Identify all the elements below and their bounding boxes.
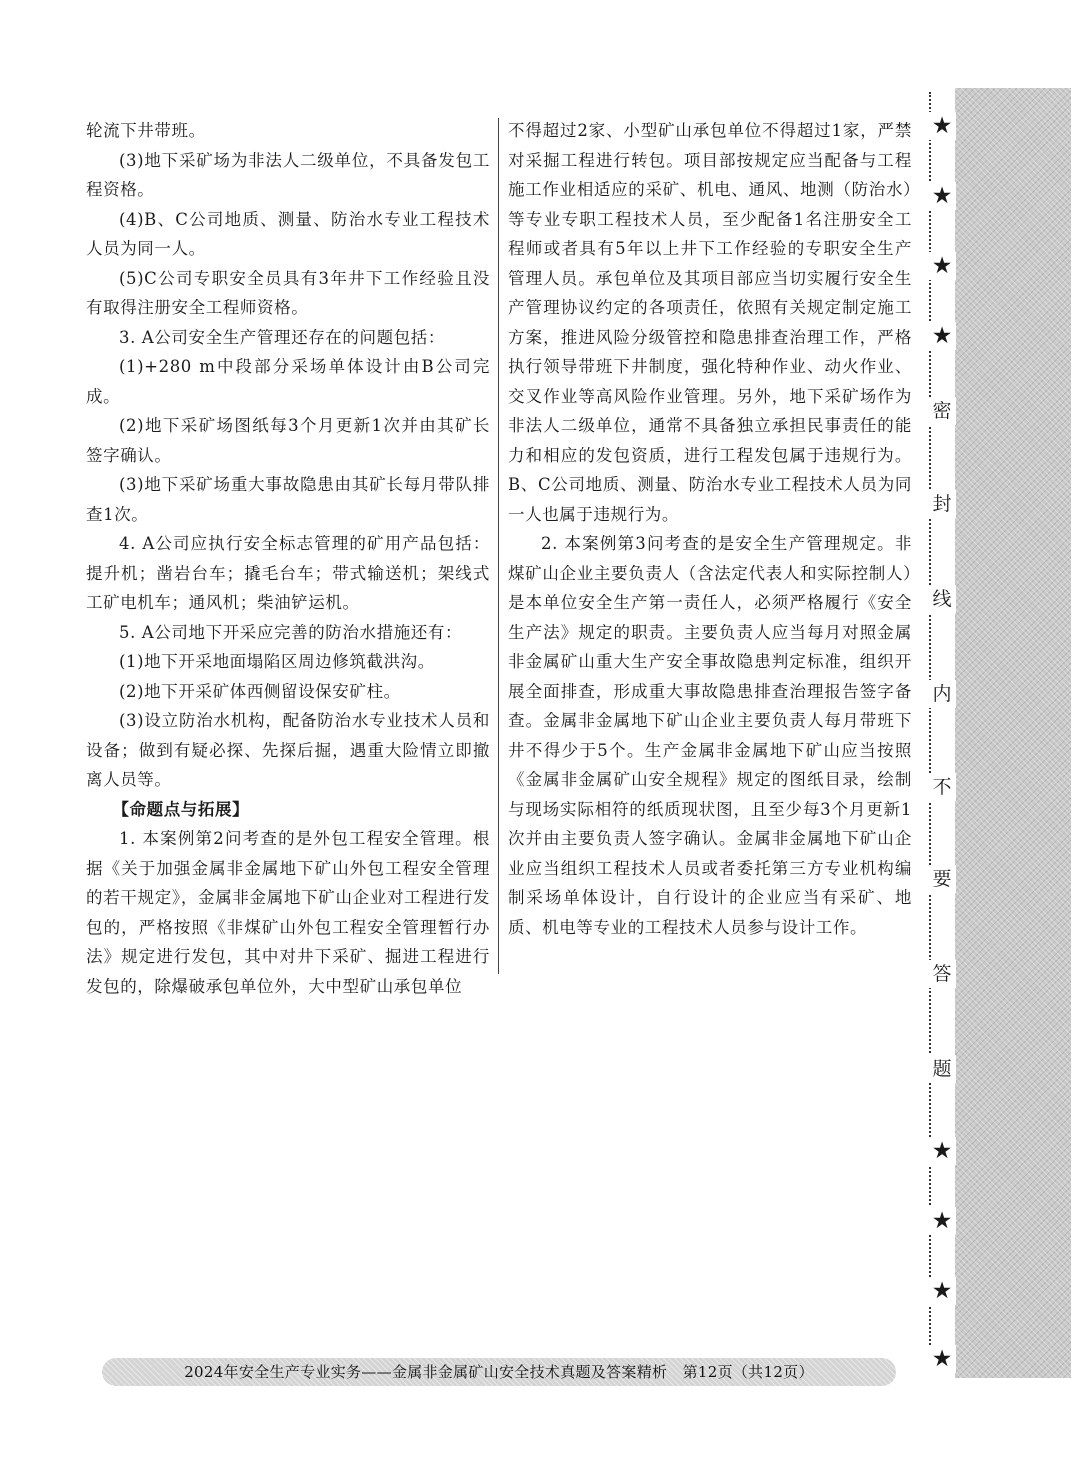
seal-char: 内 [928,680,956,708]
star-icon: ★ [928,182,956,210]
seal-char: 封 [928,490,956,518]
paragraph: 不得超过2家、小型矿山承包单位不得超过1家，严禁对采掘工程进行转包。项目部按规定应当配备与工程施工作业相适应的采矿、机电、通风、地测（防治水）等专业专职工程技术人员，至少配备1名注册安全工程师或者具有5年以上井下工作经验的专职安全生产管理人员。承包单位及其项目部应当切实履行安全生产管理协议约定的各项责任，依照有关规定制定施工方案，推进风险分级管控和隐患排查治理工作，严格执行领导带班下井制度，强化特种作业、动火作业、交叉作业等高风险作业管理。另外，地下采矿场作为非法人二级单位，通常不具备独立承担民事责任的能力和相应的发包资质，进行工程发包属于违规行为。B、C公司地质、测量、防治水专业工程技术人员为同一人也属于违规行为。 [508,121,912,524]
star-icon: ★ [928,1137,956,1165]
paragraph: 3. A公司安全生产管理还存在的问题包括： [119,327,446,347]
paragraph: 2. 本案例第3问考查的是安全生产管理规定。非煤矿山企业主要负责人（含法定代表人和实际控制人）是本单位安全生产第一责任人，必须严格履行《安全生产法》规定的职责。主要负责人应当每月对照金属非金属矿山重大生产安全事故隐患判定标准，组织开展全面排查，形成重大事故隐患排查治理报告签字备查。金属非金属地下矿山企业主要负责人每月带班下井不得少于5个。生产金属非金属地下矿山应当按照《金属非金属矿山安全规程》规定的图纸目录，绘制与现场实际相符的纸质现状图，且至少每3个月更新1次并由主要负责人签字确认。金属非金属地下矿山企业应当组织工程技术人员或者委托第三方专业机构编制采场单体设计，自行设计的企业应当有采矿、地质、机电等专业的工程技术人员参与设计工作。 [508,534,912,937]
paragraph: (3)地下采矿场为非法人二级单位，不具备发包工程资格。 [86,150,490,199]
star-icon: ★ [928,1345,956,1373]
paragraph: (5)C公司专职安全员具有3年井下工作经验且没有取得注册安全工程师资格。 [86,268,490,317]
section-heading: 【命题点与拓展】 [112,799,250,819]
page-footer: 2024年安全生产专业实务——金属非金属矿山安全技术真题及答案精析 第12页（共12页） [102,1358,896,1386]
right-column [508,116,912,942]
star-icon: ★ [928,1207,956,1235]
column-divider [498,118,499,974]
seal-char: 不 [928,773,956,801]
paragraph: 4. A公司应执行安全标志管理的矿用产品包括：提升机；凿岩台车；撬毛台车；带式输送机；架线式工矿电机车；通风机；柴油铲运机。 [86,534,490,612]
paragraph: (2)地下采矿场图纸每3个月更新1次并由其矿长签字确认。 [86,416,490,465]
paragraph: (3)设立防治水机构，配备防治水专业技术人员和设备；做到有疑必探、先探后掘，遇重大险情立即撤离人员等。 [86,711,490,789]
paragraph: (1)地下开采地面塌陷区周边修筑截洪沟。 [119,652,435,671]
left-column [86,116,490,1001]
margin-gray-band [955,88,1071,1378]
seal-char: 要 [928,865,956,893]
paragraph: 轮流下井带班。 [86,121,206,140]
paragraph: 1. 本案例第2问考查的是外包工程安全管理。根据《关于加强金属非金属地下矿山外包工程安全管理的若干规定》，金属非金属地下矿山企业对工程进行发包的，严格按照《非煤矿山外包工程安全管理暂行办法》规定进行发包，其中对井下采矿、掘进工程进行发包的，除爆破承包单位外，大中型矿山承包单位 [86,829,490,996]
paragraph: (3)地下采矿场重大事故隐患由其矿长每月带队排查1次。 [86,475,490,524]
paragraph: (2)地下开采矿体西侧留设保安矿柱。 [119,681,401,701]
seal-char: 题 [928,1055,956,1083]
star-icon: ★ [928,1277,956,1305]
star-icon: ★ [928,322,956,350]
seal-char: 密 [928,397,956,425]
seal-char: 答 [928,960,956,988]
seal-dotted-line [929,92,931,1372]
seal-char: 线 [928,585,956,613]
paragraph: (4)B、C公司地质、测量、防治水专业工程技术人员为同一人。 [86,209,490,258]
paragraph: (1)+280 m中段部分采场单体设计由B公司完成。 [86,357,490,406]
star-icon: ★ [928,112,956,140]
paragraph: 5. A公司地下开采应完善的防治水措施还有： [119,622,463,642]
star-icon: ★ [928,252,956,280]
